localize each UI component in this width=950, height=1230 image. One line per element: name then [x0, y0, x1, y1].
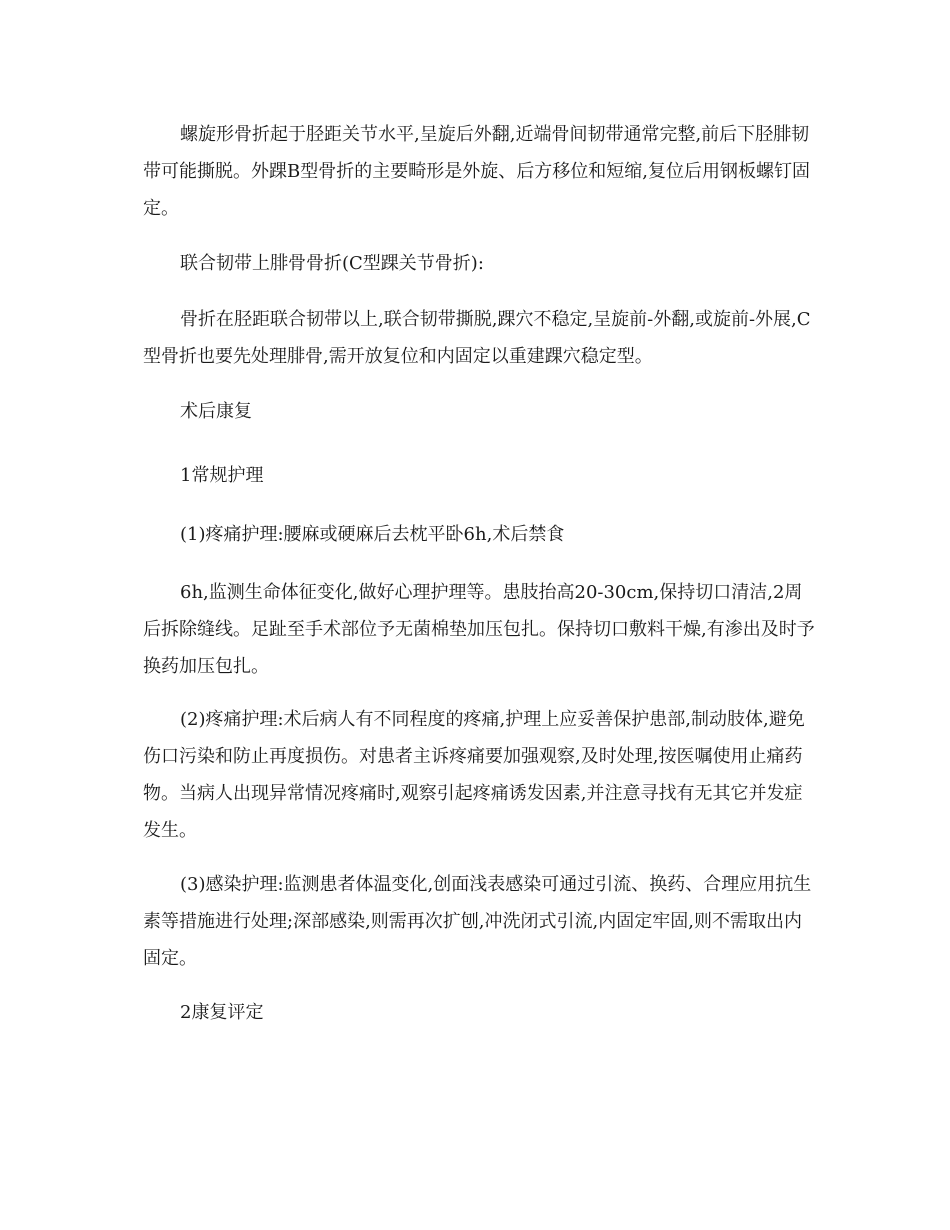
section-heading-postop-rehab: 术后康复: [180, 401, 252, 422]
section-heading-routine-care: 1常规护理: [180, 465, 264, 486]
paragraph-type-c-fracture: 骨折在胫距联合韧带以上,联合韧带撕脱,踝穴不稳定,呈旋前-外翻,或旋前-外展,C型骨折也要先处理腓骨,需开放复位和内固定以重建踝穴稳定型。: [143, 309, 811, 367]
section-heading-rehab-assessment: 2康复评定: [180, 1002, 264, 1023]
paragraph-spiral-fracture: 螺旋形骨折起于胫距关节水平,呈旋后外翻,近端骨间韧带通常完整,前后下胫腓韧带可能撕脱。外踝B型骨折的主要畸形是外旋、后方移位和短缩,复位后用钢板螺钉固定。: [143, 124, 810, 219]
paragraph-pain-care-1: (1)疼痛护理:腰麻或硬麻后去枕平卧6h,术后禁食: [180, 524, 565, 545]
paragraph-monitoring: 6h,监测生命体征变化,做好心理护理等。患肢抬高20-30cm,保持切口清洁,2周后拆除缝线。足趾至手术部位予无菌棉垫加压包扎。保持切口敷料干燥,有渗出及时予换药加压包扎。: [143, 582, 815, 677]
paragraph-pain-care-2: (2)疼痛护理:术后病人有不同程度的疼痛,护理上应妥善保护患部,制动肢体,避免伤口污染和防止再度损伤。对患者主诉疼痛要加强观察,及时处理,按医嘱使用止痛药物。当病人出现异常情况疼痛时,观察引起疼痛诱发因素,并注意寻找有无其它并发症发生。: [143, 709, 805, 841]
paragraph-infection-care: (3)感染护理:监测患者体温变化,创面浅表感染可通过引流、换药、合理应用抗生素等措施进行处理;深部感染,则需再次扩刨,冲洗闭式引流,内固定牢固,则不需取出内固定。: [143, 874, 812, 969]
paragraph-syndesmosis-heading: 联合韧带上腓骨骨折(C型踝关节骨折):: [180, 253, 484, 274]
